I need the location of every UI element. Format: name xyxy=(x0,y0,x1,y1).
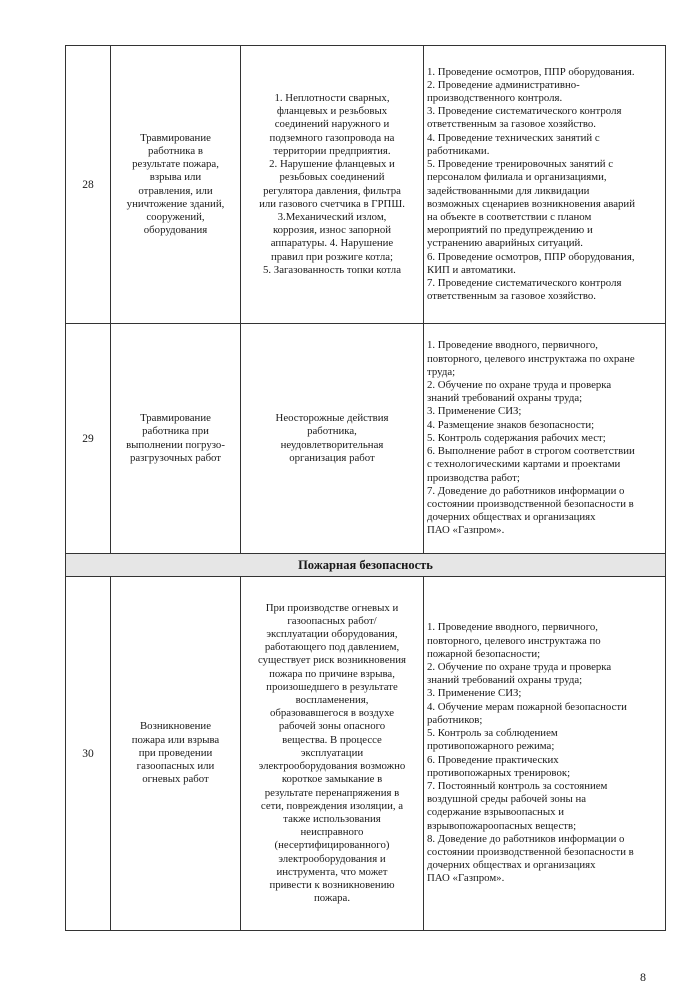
text-line: состоянии производственной безопасности в xyxy=(427,845,634,858)
text-line: 2. Нарушение фланцевых и xyxy=(269,158,395,171)
text-line: фланцевых и резьбовых xyxy=(276,105,388,118)
text-line: неудовлетворительная xyxy=(280,438,384,451)
text-line: 5. Проведение тренировочных занятий с xyxy=(427,158,614,171)
text-line: работника при xyxy=(142,425,209,438)
text-line: неисправного xyxy=(300,826,364,839)
text-line: 7. Проведение систематического контроля xyxy=(427,276,622,289)
risk-description xyxy=(111,324,241,554)
text-line: соединений наружного и xyxy=(274,118,390,131)
text-line: отравления, или xyxy=(138,184,213,197)
text-line: мероприятий по предупреждению и xyxy=(427,224,593,237)
text-line: взрыва или xyxy=(149,171,202,184)
risk-measures xyxy=(424,46,666,324)
text-line: эксплуатации оборудования, xyxy=(266,628,398,641)
text-line: разгрузочных работ xyxy=(129,451,222,464)
text-line: 3. Применение СИЗ; xyxy=(427,687,522,700)
text-line: персоналом филиала и организациями, xyxy=(427,171,607,184)
text-line: эксплуатации xyxy=(300,746,364,759)
text-line: ответственным за газовое хозяйство. xyxy=(427,290,596,303)
text-line: 2. Обучение по охране труда и проверка xyxy=(427,661,612,674)
text-line: производства работ; xyxy=(427,471,520,484)
text-line: работника в xyxy=(148,144,203,157)
text-line: при проведении xyxy=(138,746,213,759)
text-line: сооружений, xyxy=(146,210,205,223)
text-line: организация работ xyxy=(289,451,375,464)
text-line: также использования xyxy=(283,812,381,825)
text-line: знаний требований охраны труда; xyxy=(427,392,583,405)
text-line: 1. Проведение осмотров, ППР оборудования. xyxy=(427,65,635,78)
risk-measures xyxy=(424,577,666,931)
text-line: воспламенения, xyxy=(295,694,369,707)
text-line: 6. Проведение осмотров, ППР оборудования, xyxy=(427,250,635,263)
text-line: существует риск возникновения xyxy=(257,654,407,667)
section-title: Пожарная безопасность xyxy=(66,554,666,577)
text-line: выполнении погрузо- xyxy=(126,438,225,451)
row-number: 30 xyxy=(66,577,111,931)
text-line: образовавшегося в воздухе xyxy=(269,707,395,720)
text-line: труда; xyxy=(427,365,456,378)
section-header-row xyxy=(66,554,666,577)
row-number: 28 xyxy=(66,46,111,324)
text-line: знаний требований охраны труда; xyxy=(427,674,583,687)
text-line: состоянии производственной безопасности в xyxy=(427,497,634,510)
table-row-28 xyxy=(66,46,666,324)
text-line: 5. Загазованность топки котла xyxy=(263,263,401,276)
text-line: уничтожение зданий, xyxy=(126,197,225,210)
risk-description xyxy=(111,577,241,931)
page-number: 8 xyxy=(640,970,646,984)
text-line: 4. Обучение мерам пожарной безопасности xyxy=(427,700,627,713)
text-line: воздушной среды рабочей зоны на xyxy=(427,793,587,806)
text-line: Возникновение xyxy=(139,720,212,733)
text-line: оборудования xyxy=(143,224,208,237)
text-line: с технологическими картами и проектами xyxy=(427,458,621,471)
text-line: 1. Неплотности сварных, xyxy=(274,92,390,105)
text-line: содержание взрывоопасных и xyxy=(427,806,564,819)
text-line: 5. Контроль за соблюдением xyxy=(427,727,558,740)
text-line: устранению аварийных ситуаций. xyxy=(427,237,583,250)
text-line: 1. Проведение вводного, первичного, xyxy=(427,339,598,352)
text-line: задействованными для ликвидации xyxy=(427,184,590,197)
text-line: ПАО «Газпром». xyxy=(427,524,505,537)
row-number: 29 xyxy=(66,324,111,554)
text-line: электрооборудования и xyxy=(278,852,386,865)
text-line: Неосторожные действия xyxy=(275,412,389,425)
text-line: 5. Контроль содержания рабочих мест; xyxy=(427,431,606,444)
text-line: взрывопожароопасных веществ; xyxy=(427,819,577,832)
text-line: подземного газопровода на xyxy=(269,131,395,144)
risk-causes xyxy=(241,46,424,324)
text-line: пожарной безопасности; xyxy=(427,647,541,660)
text-line: огневых работ xyxy=(142,773,209,786)
text-line: регулятора давления, фильтра xyxy=(263,184,401,197)
text-line: территории предприятия. xyxy=(273,144,391,157)
text-line: 4. Размещение знаков безопасности; xyxy=(427,418,595,431)
text-line: (несертифицированного) xyxy=(274,839,390,852)
text-line: Травмирование xyxy=(140,412,211,425)
text-line: 7. Постоянный контроль за состоянием xyxy=(427,779,608,792)
risk-table xyxy=(65,45,666,931)
text-line: электрооборудования возможно xyxy=(258,760,406,773)
text-line: Травмирование xyxy=(140,131,211,144)
table-row-29 xyxy=(66,324,666,554)
text-line: При производстве огневых и xyxy=(265,601,399,614)
text-line: произошедшего в результате xyxy=(266,680,398,693)
text-line: 2. Проведение административно- xyxy=(427,78,580,91)
risk-causes xyxy=(241,577,424,931)
risk-causes xyxy=(241,324,424,554)
text-line: 6. Выполнение работ в строгом соответствии xyxy=(427,445,635,458)
text-line: 7. Доведение до работников информации о xyxy=(427,484,625,497)
text-line: 6. Проведение практических xyxy=(427,753,559,766)
text-line: инструмента, что может xyxy=(276,865,388,878)
text-line: пожара или взрыва xyxy=(131,733,220,746)
text-line: 8. Доведение до работников информации о xyxy=(427,832,625,845)
text-line: 2. Обучение по охране труда и проверка xyxy=(427,379,612,392)
text-line: возможных сценариев возникновения аварий xyxy=(427,197,635,210)
text-line: противопожарного режима; xyxy=(427,740,555,753)
text-line: на объекте в соответствии с планом xyxy=(427,210,592,223)
text-line: 4. Проведение технических занятий с xyxy=(427,131,600,144)
text-line: дочерних обществах и организациях xyxy=(427,511,596,524)
text-line: рабочей зоны опасного xyxy=(278,720,386,733)
risk-measures xyxy=(424,324,666,554)
text-line: работниками. xyxy=(427,144,490,157)
text-line: сети, повреждения изоляции, а xyxy=(260,799,404,812)
text-line: 3. Проведение систематического контроля xyxy=(427,105,622,118)
text-line: или газового счетчика в ГРПШ. xyxy=(259,197,405,210)
text-line: повторного, целевого инструктажа по xyxy=(427,634,601,647)
text-line: привести к возникновению xyxy=(269,878,395,891)
text-line: резьбовых соединений xyxy=(279,171,385,184)
text-line: газоопасных работ/ xyxy=(287,614,377,627)
text-line: ответственным за газовое хозяйство. xyxy=(427,118,596,131)
risk-description xyxy=(111,46,241,324)
text-line: результате пожара, xyxy=(132,158,219,171)
text-line: коррозия, износ запорной xyxy=(272,224,392,237)
text-line: короткое замыкание в xyxy=(281,773,383,786)
text-line: КИП и автоматики. xyxy=(427,263,516,276)
text-line: дочерних обществах и организациях xyxy=(427,859,596,872)
text-line: 3.Механический излом, xyxy=(277,210,387,223)
text-line: ПАО «Газпром». xyxy=(427,872,505,885)
table-row-30 xyxy=(66,577,666,931)
text-line: 3. Применение СИЗ; xyxy=(427,405,522,418)
text-line: работников; xyxy=(427,713,483,726)
text-line: работника, xyxy=(307,425,357,438)
text-line: производственного контроля. xyxy=(427,92,563,105)
text-line: противопожарных тренировок; xyxy=(427,766,571,779)
text-line: вещества. В процессе xyxy=(282,733,382,746)
text-line: работающего под давлением, xyxy=(264,641,400,654)
text-line: пожара по причине взрыва, xyxy=(269,667,395,680)
text-line: аппаратуры. 4. Нарушение xyxy=(270,237,394,250)
text-line: 1. Проведение вводного, первичного, xyxy=(427,621,598,634)
text-line: повторного, целевого инструктажа по охране xyxy=(427,352,635,365)
text-line: газоопасных или xyxy=(136,760,215,773)
text-line: пожара. xyxy=(313,892,351,905)
text-line: результате перенапряжения в xyxy=(264,786,400,799)
text-line: правил при розжиге котла; xyxy=(270,250,394,263)
